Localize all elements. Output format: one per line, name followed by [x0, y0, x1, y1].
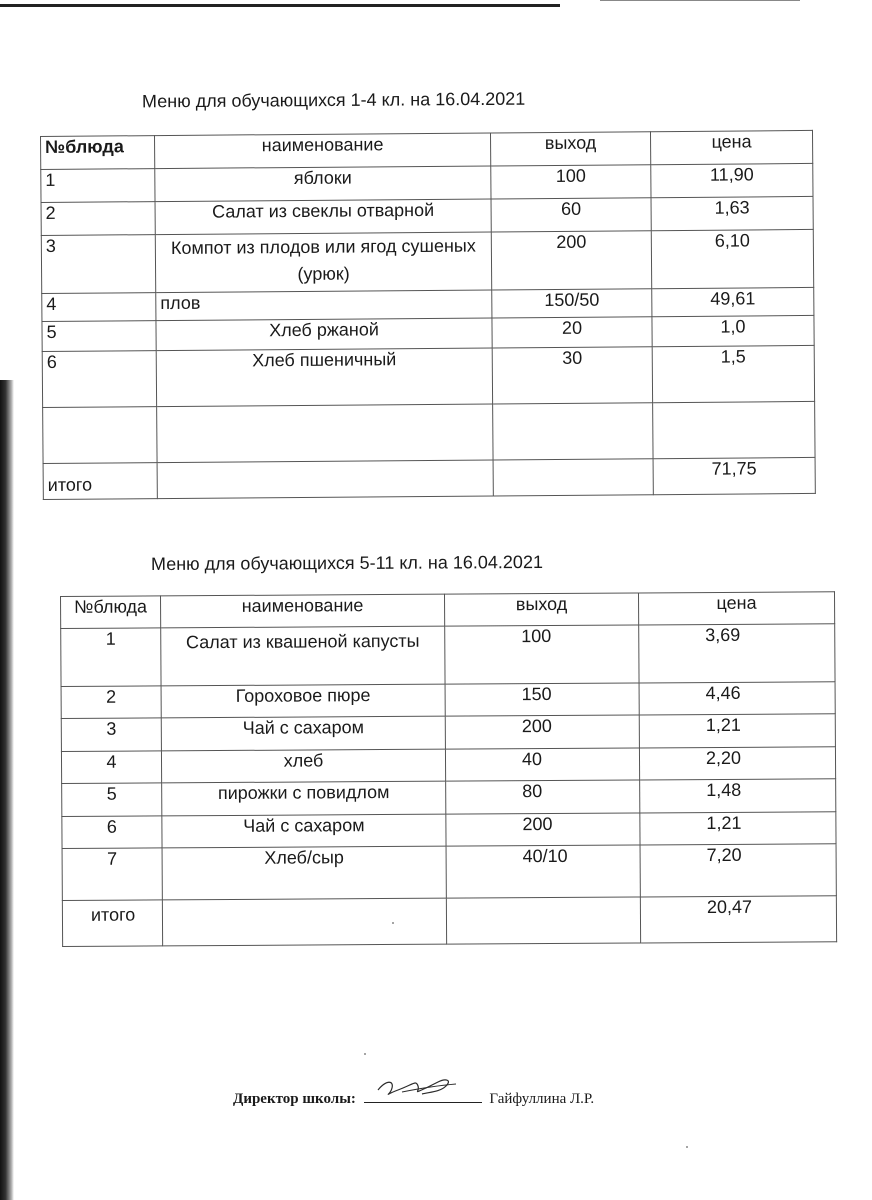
dish-price: 1,63 [651, 196, 813, 230]
empty-cell [43, 407, 157, 464]
dish-num: 1 [41, 169, 155, 203]
dish-name: Чай с сахаром [162, 814, 446, 848]
table-row [62, 779, 836, 817]
header-num: №блюда [41, 136, 155, 170]
empty-cell [653, 401, 815, 458]
handwritten-signature-icon [372, 1072, 462, 1102]
empty-cell [446, 897, 640, 944]
header-price: цена [650, 130, 812, 164]
dish-price: 1,21 [640, 812, 836, 845]
dish-name: хлеб [161, 749, 445, 783]
table-row [62, 844, 836, 901]
scan-speck [686, 1146, 688, 1148]
dish-name: Компот из плодов или ягод сушеных (урюк) [155, 232, 491, 293]
dish-name: плов [156, 290, 492, 321]
dish-name: пирожки с повидлом [162, 781, 446, 816]
dish-price: 49,61 [652, 287, 814, 316]
signature-block [233, 1088, 594, 1108]
total-value: 71,75 [653, 457, 815, 494]
empty-cell [157, 460, 493, 499]
dish-yield: 40/10 [446, 845, 640, 898]
dish-yield: 150 [445, 683, 639, 716]
dish-price: 1,21 [639, 714, 835, 748]
header-price: цена [638, 592, 834, 625]
table-row [61, 624, 835, 687]
dish-yield: 80 [446, 780, 640, 814]
dish-num: 1 [61, 628, 161, 687]
empty-cell [493, 403, 653, 460]
director-label: Директор школы: [233, 1091, 356, 1107]
scan-edge-line-faint [600, 0, 800, 1]
header-name: наименование [155, 133, 491, 169]
empty-cell [157, 404, 493, 463]
signature-line [364, 1088, 482, 1103]
table-row [61, 714, 835, 752]
total-label: итого [62, 900, 162, 947]
dish-num: 4 [61, 751, 161, 784]
dish-price: 4,46 [639, 682, 835, 715]
total-value: 20,47 [640, 896, 836, 943]
scan-shadow-edge [0, 380, 14, 1200]
dish-name: Хлеб/сыр [162, 846, 446, 900]
table-row [41, 229, 813, 293]
menu-juniors-title: Меню для обучающихся 1-4 кл. на 16.04.2021 [141, 88, 526, 112]
director-name: Гайфуллина Л.Р. [489, 1091, 595, 1107]
dish-num: 5 [42, 321, 156, 352]
scan-edge-line [0, 4, 560, 7]
dish-yield: 150/50 [492, 289, 652, 318]
dish-yield: 20 [492, 317, 652, 348]
dish-yield: 60 [491, 198, 651, 232]
dish-price: 3,69 [639, 624, 835, 683]
dish-price: 7,20 [640, 844, 836, 897]
dish-price: 11,90 [651, 163, 813, 197]
dish-yield: 200 [491, 231, 651, 290]
total-row [43, 457, 815, 499]
dish-yield: 200 [445, 715, 639, 749]
header-num: №блюда [61, 596, 161, 629]
header-name: наименование [161, 594, 445, 628]
dish-name: Чай с сахаром [161, 716, 445, 751]
dish-num: 7 [62, 848, 162, 901]
dish-yield: 200 [446, 813, 640, 846]
scan-speck [364, 1053, 366, 1055]
dish-name: Салат из квашеной капусты [161, 626, 445, 686]
dish-yield: 100 [491, 165, 651, 199]
dish-name: Хлеб ржаной [156, 318, 492, 351]
total-label: итого [43, 463, 157, 500]
empty-row [43, 401, 815, 463]
dish-num: 6 [42, 351, 156, 408]
header-yield: выход [490, 132, 650, 166]
dish-num: 2 [41, 202, 155, 236]
dish-yield: 100 [445, 625, 639, 684]
dish-price: 1,0 [652, 315, 814, 346]
empty-cell [162, 898, 446, 946]
table-row [61, 682, 835, 719]
dish-name: Хлеб пшеничный [156, 348, 492, 407]
dish-num: 2 [61, 686, 161, 719]
menu-juniors-table [40, 130, 816, 500]
scan-speck [392, 922, 394, 924]
table-header-row [61, 592, 835, 629]
menu-seniors-table [60, 591, 837, 947]
dish-yield: 40 [445, 748, 639, 781]
dish-num: 4 [42, 293, 156, 322]
dish-num: 3 [61, 718, 161, 752]
dish-name: Гороховое пюре [161, 684, 445, 718]
dish-name: Салат из свеклы отварной [155, 199, 491, 235]
dish-price: 1,48 [640, 779, 836, 813]
table-row [42, 345, 814, 407]
empty-cell [493, 459, 653, 496]
dish-num: 3 [41, 235, 155, 294]
dish-num: 5 [62, 783, 162, 817]
dish-num: 6 [62, 816, 162, 849]
dish-price: 2,20 [639, 747, 835, 780]
table-row [62, 812, 836, 849]
header-yield: выход [444, 593, 638, 626]
menu-seniors-title: Меню для обучающихся 5-11 кл. на 16.04.2021 [150, 551, 544, 575]
total-row [62, 896, 836, 947]
dish-price: 1,5 [652, 345, 814, 402]
dish-price: 6,10 [651, 229, 813, 288]
dish-name: яблоки [155, 166, 491, 202]
table-row [61, 747, 835, 784]
dish-yield: 30 [492, 347, 652, 404]
